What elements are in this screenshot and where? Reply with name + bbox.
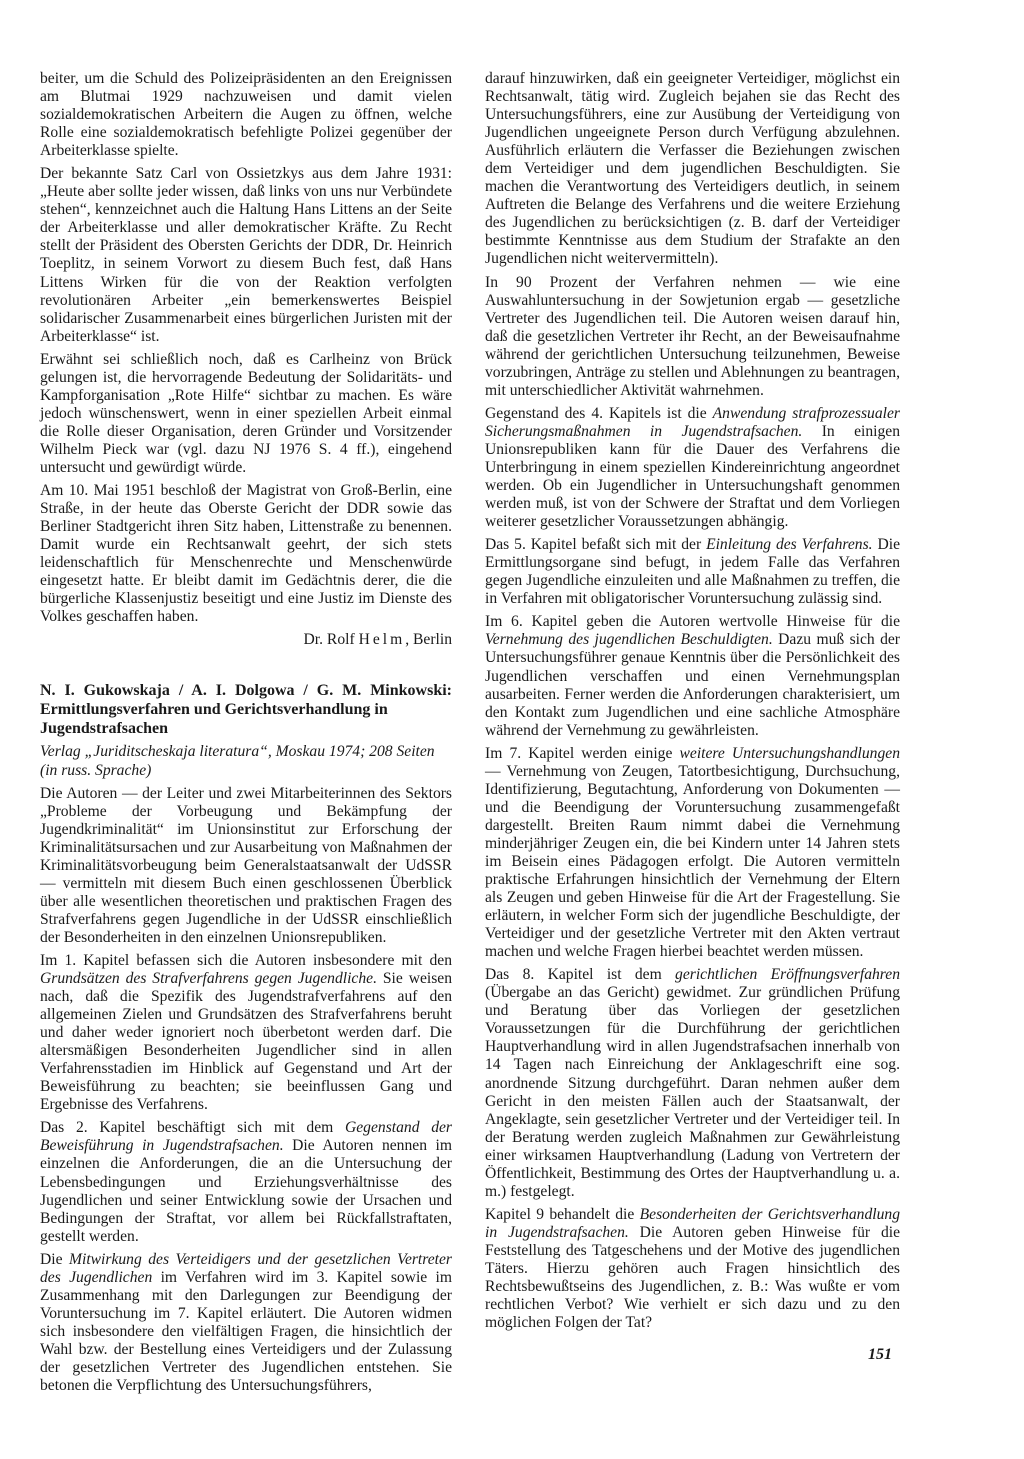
- text-run: Das 2. Kapitel beschäftigt sich mit dem: [40, 1119, 345, 1137]
- italic-run: Einleitung des Verfahrens.: [706, 536, 873, 554]
- paragraph: [40, 952, 452, 1114]
- text-run: — Vernehmung von Zeugen, Tatortbesichtigung, Durchsuchung, Identifizierung, Begutachtung, Anforderung von Dokumenten — und die Beendigung der Voruntersuchung zusammengefaßt dargestellt. Breiten Raum nimmt dabei die Vernehmung minderjähriger Zeugen ein, die bei Kindern unter 14 Jahren stets im Beisein eines Pädagogen erfolgt. Die Autoren vermitteln praktische Erfahrungen hinsichtlich der Vernehmung der Eltern als Zeugen und geben Hinweise für die Art der Fragestellung. Sie erläutern, in welcher Form sich der jugendliche Beschuldigte, der Verteidiger und der gesetzliche Vertreter mit den Akten vertraut machen und welche Fragen hierbei beachtet werden müssen.: [485, 762, 900, 961]
- paragraph: [40, 1251, 452, 1395]
- paragraph: Erwähnt sei schließlich noch, daß es Carlheinz von Brück gelungen ist, die hervorragende Bedeutung der Solidaritäts- und Kampforganisation „Rote Hilfe“ sichtbar zu machen. Es wäre jedoch wünschenswert, wenn in einer speziellen Arbeit einmal die Rolle dieser Organisation, deren Gründer und Vorsitzender Wilhelm Pieck war (vgl. dazu NJ 1976 S. 4 ff.), eingehend untersucht und gewürdigt würde.: [40, 350, 452, 476]
- paragraph: [485, 1206, 900, 1332]
- text-run: Die Autoren geben Hinweise für die Feststellung des Tatgeschehens und der Motive des jugendlichen Täters. Hierzu gehören auch Fragen hinsichtlich des Rechtsbewußtseins des Jugendlichen, z. B.: Was wußte er vom rechtlichen Verbot? Wie verhielt er sich dazu und zu den möglichen Folgen der Tat?: [485, 1223, 900, 1332]
- paragraph: [485, 536, 900, 608]
- text-run: Kapitel 9 behandelt die: [485, 1205, 640, 1223]
- paragraph: darauf hinzuwirken, daß ein geeigneter Verteidiger, möglichst ein Rechtsanwalt, tätig wird. Zugleich bejahen sie das Recht des Untersuchungsführers, eine zur Ausübung der Verteidigung von Jugendlichen ungeeignete Person durch Verfügung abzulehnen. Ausführlich erläutern die Verfasser die Beziehungen zwischen dem Verteidiger und dem jugendlichen Beschuldigten. Sie machen die Verantwortung des Verteidigers deutlich, in seinem Auftreten die Belange des Verfahrens und die weitere Erziehung des Jugendlichen zu berücksichtigen (z. B. darf der Verteidiger bestimmte Kenntnisse aus dem Studium der Strafakte an den Jugendlichen nicht weitervermitteln).: [485, 70, 900, 268]
- text-run: Das 8. Kapitel ist dem: [485, 966, 676, 984]
- paragraph: [485, 405, 900, 531]
- paragraph: [485, 745, 900, 962]
- italic-run: Gegenstand der Beweisführung in Jugendstrafsachen.: [40, 1119, 452, 1155]
- paragraph: In 90 Prozent der Verfahren nehmen — wie eine Auswahluntersuchung in der Sowjetunion ergab — gesetzliche Vertreter des Jugendlichen teil. Die Autoren weisen darauf hin, daß die gesetzlichen Vertreter ihr Recht, an der Beweisaufnahme während der gerichtlichen Untersuchung teilzunehmen, Beweise vorzubringen, Anträge zu stellen und Ablehnungen zu beantragen, mit unterschiedlicher Aktivität wahrnehmen.: [485, 273, 900, 399]
- text-run: im Verfahren wird im 3. Kapitel sowie im Zusammenhang mit den Darlegungen zur Beendigung der Voruntersuchung im 7. Kapitel erläutert. Die Autoren widmen sich insbesondere den vielfältigen Fragen, die hinsichtlich der Wahl bzw. der Bestellung eines Verteidigers und der Zulassung der gesetzlichen Vertreter des Jugendlichen entstehen. Sie betonen die Verpflichtung des Untersuchungsführers,: [40, 1268, 452, 1395]
- text-run: Dazu muß sich der Untersuchungsführer genaue Kenntnis über die Persönlichkeit des Jugendlichen verschaffen und einen Vernehmungsplan ausarbeiten. Ferner werden die Anforderungen charakterisiert, um den Kontakt zum Jugendlichen und eine sachliche Atmosphäre während der Vernehmung zu gewährleisten.: [485, 631, 900, 739]
- italic-run: weitere Untersuchungshandlungen: [679, 744, 900, 762]
- text-run: Im 6. Kapitel geben die Autoren wertvolle Hinweise für die: [485, 613, 900, 631]
- review-book-title: Ermittlungsverfahren und Gerichtsverhandlung in Jugendstrafsachen: [40, 701, 388, 738]
- review-signature: [40, 631, 452, 649]
- left-column: [40, 70, 452, 1400]
- text-run: In einigen Unionsrepubliken kann für die Dauer des Verfahrens die Unterbringung in einem speziellen Kindereinrichtung angeordnet werden. Ob ein Jugendlicher in Untersuchungshaft genommen werden muß, ist von der Schwere der Straftat und dem Vorliegen weiterer gesetzlicher Voraussetzungen abhängig.: [485, 422, 900, 531]
- text-run: Die Autoren nennen im einzelnen die Anforderungen, die an die Untersuchung der Lebensbedingungen und Erziehungsverhältnisse des Jugendlichen und seiner Entwicklung sowie der Ursachen und Bedingungen der Straftat, vor allem bei Rückfallstraftaten, gestellt werden.: [40, 1137, 452, 1245]
- signature-name: Helm: [358, 631, 406, 649]
- italic-run: gerichtlichen Eröffnungsverfahren: [675, 966, 900, 984]
- italic-run: Besonderheiten der Gerichtsverhandlung in Jugendstrafsachen.: [485, 1205, 900, 1241]
- paragraph: Der bekannte Satz Carl von Ossietzkys aus dem Jahre 1931: „Heute aber sollte jeder wissen, daß links von uns nur Verbündete stehen“, kennzeichnet auch die Haltung Hans Littens an der Seite der Arbeiterklasse und aller demokratischer Kräfte. Zu Recht stellt der Präsident des Obersten Gerichts der DDR, Dr. Heinrich Toeplitz, in seinem Vorwort zu diesem Buch fest, daß Hans Littens Wirken für die von der Reaktion verfolgten revolutionären Arbeiter „ein bemerkenswertes Beispiel solidarischer Zusammenarbeit eines bürgerlichen Juristen mit der Arbeiterklasse“ ist.: [40, 165, 452, 345]
- review-authors: N. I. Gukowskaja / A. I. Dolgowa / G. M. Minkowski:: [40, 682, 452, 700]
- paragraph: beiter, um die Schuld des Polizeipräsidenten an den Ereignissen am Blutmai 1929 nachzuweisen und damit vielen sozialdemokratischen Arbeitern die Augen zu öffnen, welche Rolle eine sozialdemokratisch befehligte Polizei gegenüber der Arbeiterklasse spielte.: [40, 70, 452, 160]
- italic-run: Anwendung strafprozessualer Sicherungsmaßnahmen in Jugendstrafsachen.: [485, 404, 900, 440]
- italic-run: Grundsätzen des Strafverfahrens gegen Jugendliche.: [40, 970, 377, 988]
- signature-suffix: , Berlin: [405, 631, 452, 649]
- text-run: Das 5. Kapitel befaßt sich mit der: [485, 536, 707, 554]
- italic-run: Mitwirkung des Verteidigers und der gesetzlichen Vertreter des Jugendlichen: [40, 1250, 452, 1286]
- text-run: Die: [40, 1250, 69, 1268]
- paragraph: [485, 613, 900, 739]
- text-run: (Übergabe an das Gericht) gewidmet. Zur gründlichen Prüfung und Beratung über das Vorliegen der gesetzlichen Voraussetzungen für die Durchführung der gerichtlichen Hauptverhandlung wird in allen Jugendstrafsachen innerhalb von 14 Tagen nach Einreichung der Anklageschrift eine sog. anordnende Sitzung durchgeführt. Daran nehmen außer dem Gericht in den meisten Fällen auch der Staatsanwalt, der Angeklagte, sein gesetzlicher Vertreter und der Verteidiger teil. In der Beratung werden zugleich Maßnahmen zur Gewährleistung einer wirksamen Hauptverhandlung (Ladung von Vertretern der Öffentlichkeit, Bestimmung des Ortes der Hauptverhandlung u. a. m.) festgelegt.: [485, 984, 900, 1200]
- paragraph: [485, 966, 900, 1201]
- text-run: Im 1. Kapitel befassen sich die Autoren insbesondere mit den: [40, 951, 452, 969]
- italic-run: Vernehmung des jugendlichen Beschuldigten.: [485, 631, 773, 649]
- text-run: Sie weisen nach, daß die Spezifik des Jugendstrafverfahrens auf den allgemeinen Zielen und Grundsätzen des Strafverfahrens beruht und daher weder ignoriert noch überbetont werden darf. Die altersmäßigen Besonderheiten Jugendlicher sind in allen Verfahrensstadien im Hinblick auf Gegenstand und Art der Beweisführung zu beachten; sie beeinflussen Gang und Ergebnisse des Verfahrens.: [40, 970, 452, 1114]
- paragraph: Die Autoren — der Leiter und zwei Mitarbeiterinnen des Sektors „Probleme der Vorbeugung und Bekämpfung der Jugendkriminalität“ im Unionsinstitut zur Erforschung der Kriminalitätsursachen und zur Ausarbeitung von Maßnahmen der Kriminalitätsvorbeugung beim Generalstaatsanwalt der UdSSR — vermitteln mit diesem Buch einen geschlossenen Überblick über alle wesentlichen theoretischen und praktischen Fragen des Strafverfahrens gegen Jugendliche in der UdSSR einschließlich der Besonderheiten in den einzelnen Unionsrepubliken.: [40, 784, 452, 946]
- signature-prefix: Dr. Rolf: [303, 631, 355, 649]
- text-run: Im 7. Kapitel werden einige: [485, 744, 680, 762]
- text-run: Die Ermittlungsorgane sind befugt, in jedem Falle das Verfahren gegen Jugendliche einzuleiten und alle Maßnahmen zu treffen, die in Verfahren mit obligatorischer Voruntersuchung zulässig sind.: [485, 536, 900, 608]
- review-heading: [40, 681, 452, 700]
- paragraph: Am 10. Mai 1951 beschloß der Magistrat von Groß-Berlin, eine Straße, in der heute das Oberste Gericht der DDR sowie das Berliner Stadtgericht ihren Sitz haben, Littenstraße zu benennen. Damit wurde ein Rechtsanwalt geehrt, der sich stets leidenschaftlich für Menschenrechte und Menschenwürde eingesetzt hatte. Er bleibt damit im Gedächtnis derer, die die bürgerliche Klassenjustiz beseitigt und eine Justiz im Dienste des Volkes geschaffen haben.: [40, 482, 452, 626]
- text-run: Gegenstand des 4. Kapitels ist die: [485, 404, 713, 422]
- paragraph: [40, 1119, 452, 1245]
- page-number: 151: [868, 1346, 892, 1363]
- review-publisher: Verlag „Juriditscheskaja literatura“, Moskau 1974; 208 Seiten (in russ. Sprache): [40, 743, 435, 779]
- right-column: [485, 70, 900, 1337]
